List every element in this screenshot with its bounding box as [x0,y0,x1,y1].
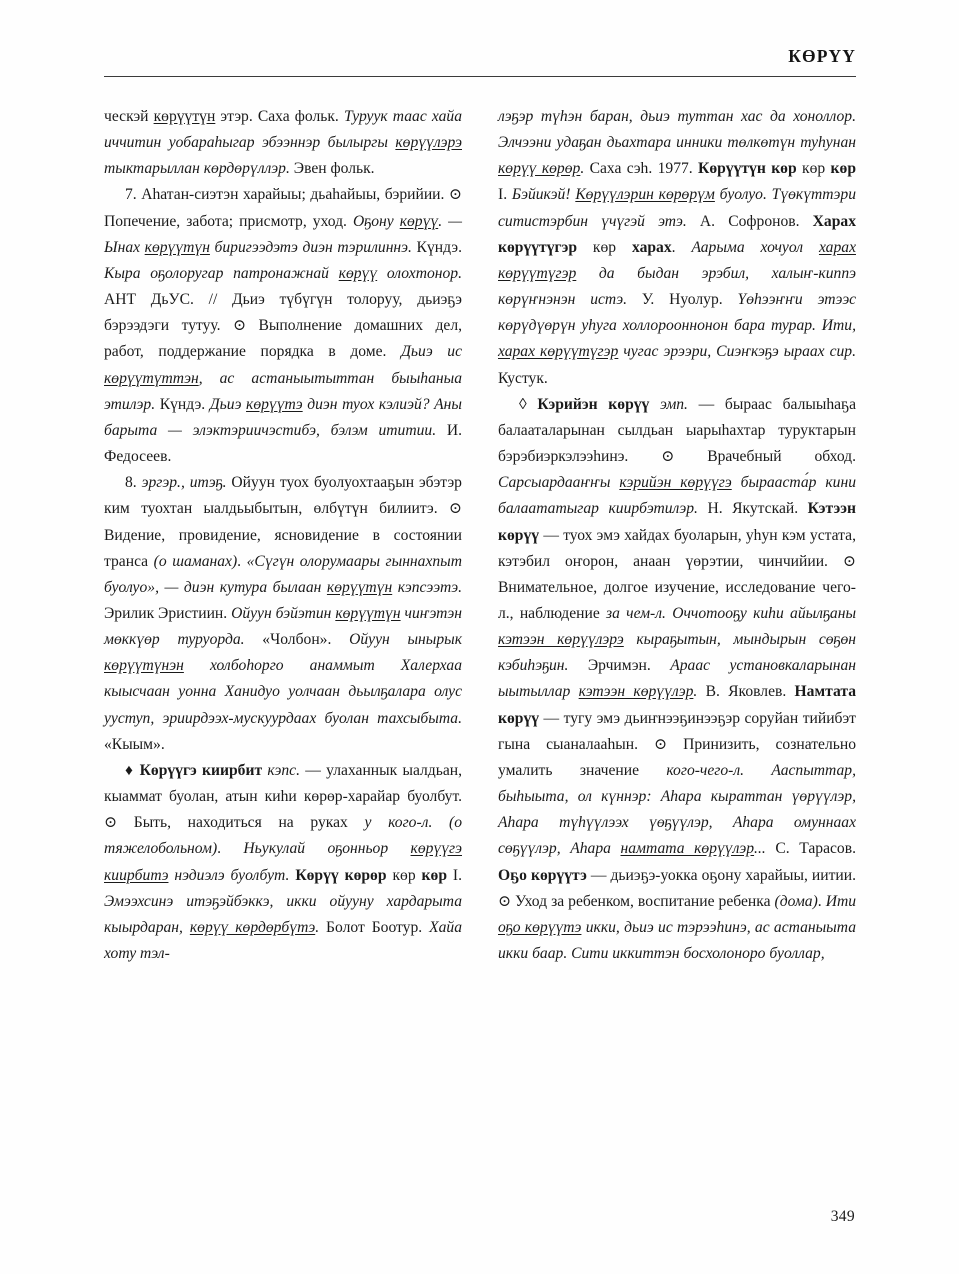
paragraph-idiom-koruuge-kiirbit: ♦ Көрүүгэ киирбит кэпс. — улаханнык ыалдьан, кыаммат буолан, атын киһи көрөр-харайар буолбут. ⊙ Быть, находиться на руках у кого-л. (о тяжелобольном). Ньукулай оҕонньор көрүүгэ киирбитэ нэдиэлэ буолбут. Көрүү көрөр көр көр I. Эмээхсинэ итэҕэйбэккэ, икки ойууну хардарыта кыырдаран, көрүү көрдөрбүтэ. Болот Боотур. Хайа хоту тэл- [104,761,463,962]
paragraph-sense-7: 7. Аһатан-сиэтэн харайыы; дьаһайыы, бэрийии. ⊙ Попечение, забота; присмотр, уход. Оҕону көрүү. — Ынах көрүүтүн биригээдэтэ диэн тэрилиннэ. Күндэ. Кыра оҕолоругар патронажнай көрүү олохтонор. АНТ ДьУС. // Дьиэ түбүгүн толоруу, дьиэҕэ бэрээдэги тутуу. ⊙ Выполнение домашних дел, работ, поддержание порядка в доме. Дьиэ ис көрүүтүттэн, ас астаныытыттан быыһаныа этилэр. Күндэ. Дьиэ көрүүтэ диэн туох кэлиэй? Аны барыта — элэктэриичэстибэ, бэлэм ититии. И. Федосеев. [104,186,463,466]
sense-number: 8. [125,474,137,492]
paragraph-continued-sense-6: ческэй көрүүтүн этэр. Саха фольк. Туруук таас хайа иччитин уобараһыгар эбээннэр былыргы көрүүлэрэ тыктарыллан көрдөрүллэр. Эвен фольк. [104,108,462,178]
page-number: 349 [830,1208,855,1225]
sense-number: 7. [125,186,137,204]
column-left [104,104,462,1164]
paragraph-idiom-keriyen-koruu: ◊ Кэрийэн көрүү эмп. — быраас балыыһаҕа балааталарынан сылдьан ыарыһахтар туруктарын бэрэбиэркэлээһинэ. ⊙ Врачебный обход. Сарсыардааҥҥы кэрийэн көрүүгэ бырааста́р кини балаататыгар киирбэтилэр. Н. Якутскай. Кэтээн көрүү — туох эмэ хайдах буоларын, уһун кэм устата, кэтэбил оҥорон, анаан үөрэтии, чинчийии. ⊙ Внимательное, долгое изучение, исследование чего-л., наблюдение за чем-л. Оччотооҕу киһи айылҕаны кэтээн көрүүлэрэ кыраҕытын, мындырын сөҕөн кэбиһэҕин. Эрчимэн. Араас установкаларынан ыытыллар кэтээн көрүүлэр. В. Яковлев. Намтата көрүү — тугу эмэ дьиҥнээҕинээҕэр соруйан тийибэт гына сыаналааһын. ⊙ Принизить, сознательно умалить значение кого-чего-л. Ааспыттар, быһыыта, ол күннэр: Аһара кыраттан үөрүүлэр, Аһара түһүүлээх үөҕүүлэр, Аһара омуннаах сөҕүүлэр, Аһара намтата көрүүлэр... С. Тарасов. Оҕо көрүүтэ — дьиэҕэ-уокка оҕону харайыы, иитии. ⊙ Уход за ребенком, воспитание ребенка (дома). Ити оҕо көрүүтэ икки, дьиэ ис тэрээһинэ, ас астаныыта икки баар. Сити иккиттэн босхолоноро буоллар, [498,395,857,962]
running-head-rule [104,76,856,77]
running-head-title: КӨРҮҮ [788,46,856,66]
paragraph-continuation: лэҕэр түһэн баран, дьиэ туттан хас да хоноллор. Элчээни удаҕан дьахтара инники төлкөтүн туһунан көрүү көрөр. Саха сэһ. 1977. Көрүүтүн көр көр көр I. Бэйикэй! Көрүүлэрин көрөрүм буолуо. Түөкүттэри ситистэрбин үчүгэй этэ. А. Софронов. Харах көрүүтүгэр көр харах. Аарыма хочуол харах көрүүтүгэр да быдан эрэбил, халыҥ-киппэ көрүҥнэнэн истэ. У. Нуолур. Үөһээҥҥи этээс көрүдүөрүн уһуга холлорооннонон бара турар. Ити, харах көрүүтүгэр чугас эрээри, Сиэҥкэҕэ ыраах сир. Кустук. [498,108,856,387]
running-head [104,48,856,86]
column-right [498,104,856,1164]
paragraph-sense-8: 8. эргэр., итэҕ. Ойуун туох буолуохтааҕын эбэтэр ким туохтан ыалдьыбытын, өлбүтүн билиитэ. ⊙ Видение, провидение, ясновидение в состоянии транса (о шаманах). «Сүгүн олорумаары гыннахпыт буолуо», — диэн кутура былаан көрүүтүн кэпсээтэ. Эрилик Эристиин. Ойуун бэйэтин көрүүтүн чиҥэтэн мөккүөр туруорда. «Чолбон». Ойуун ынырык көрүүтүнэн холбоһорго анаммыт Халерхаа кыысчаан уонна Ханидуо уолчаан дьылҕалара олус ууступ, эриирдээх-мускуурдаах буолан тахсыбыта. «Кыым». [104,474,463,753]
body-columns [104,104,856,1164]
